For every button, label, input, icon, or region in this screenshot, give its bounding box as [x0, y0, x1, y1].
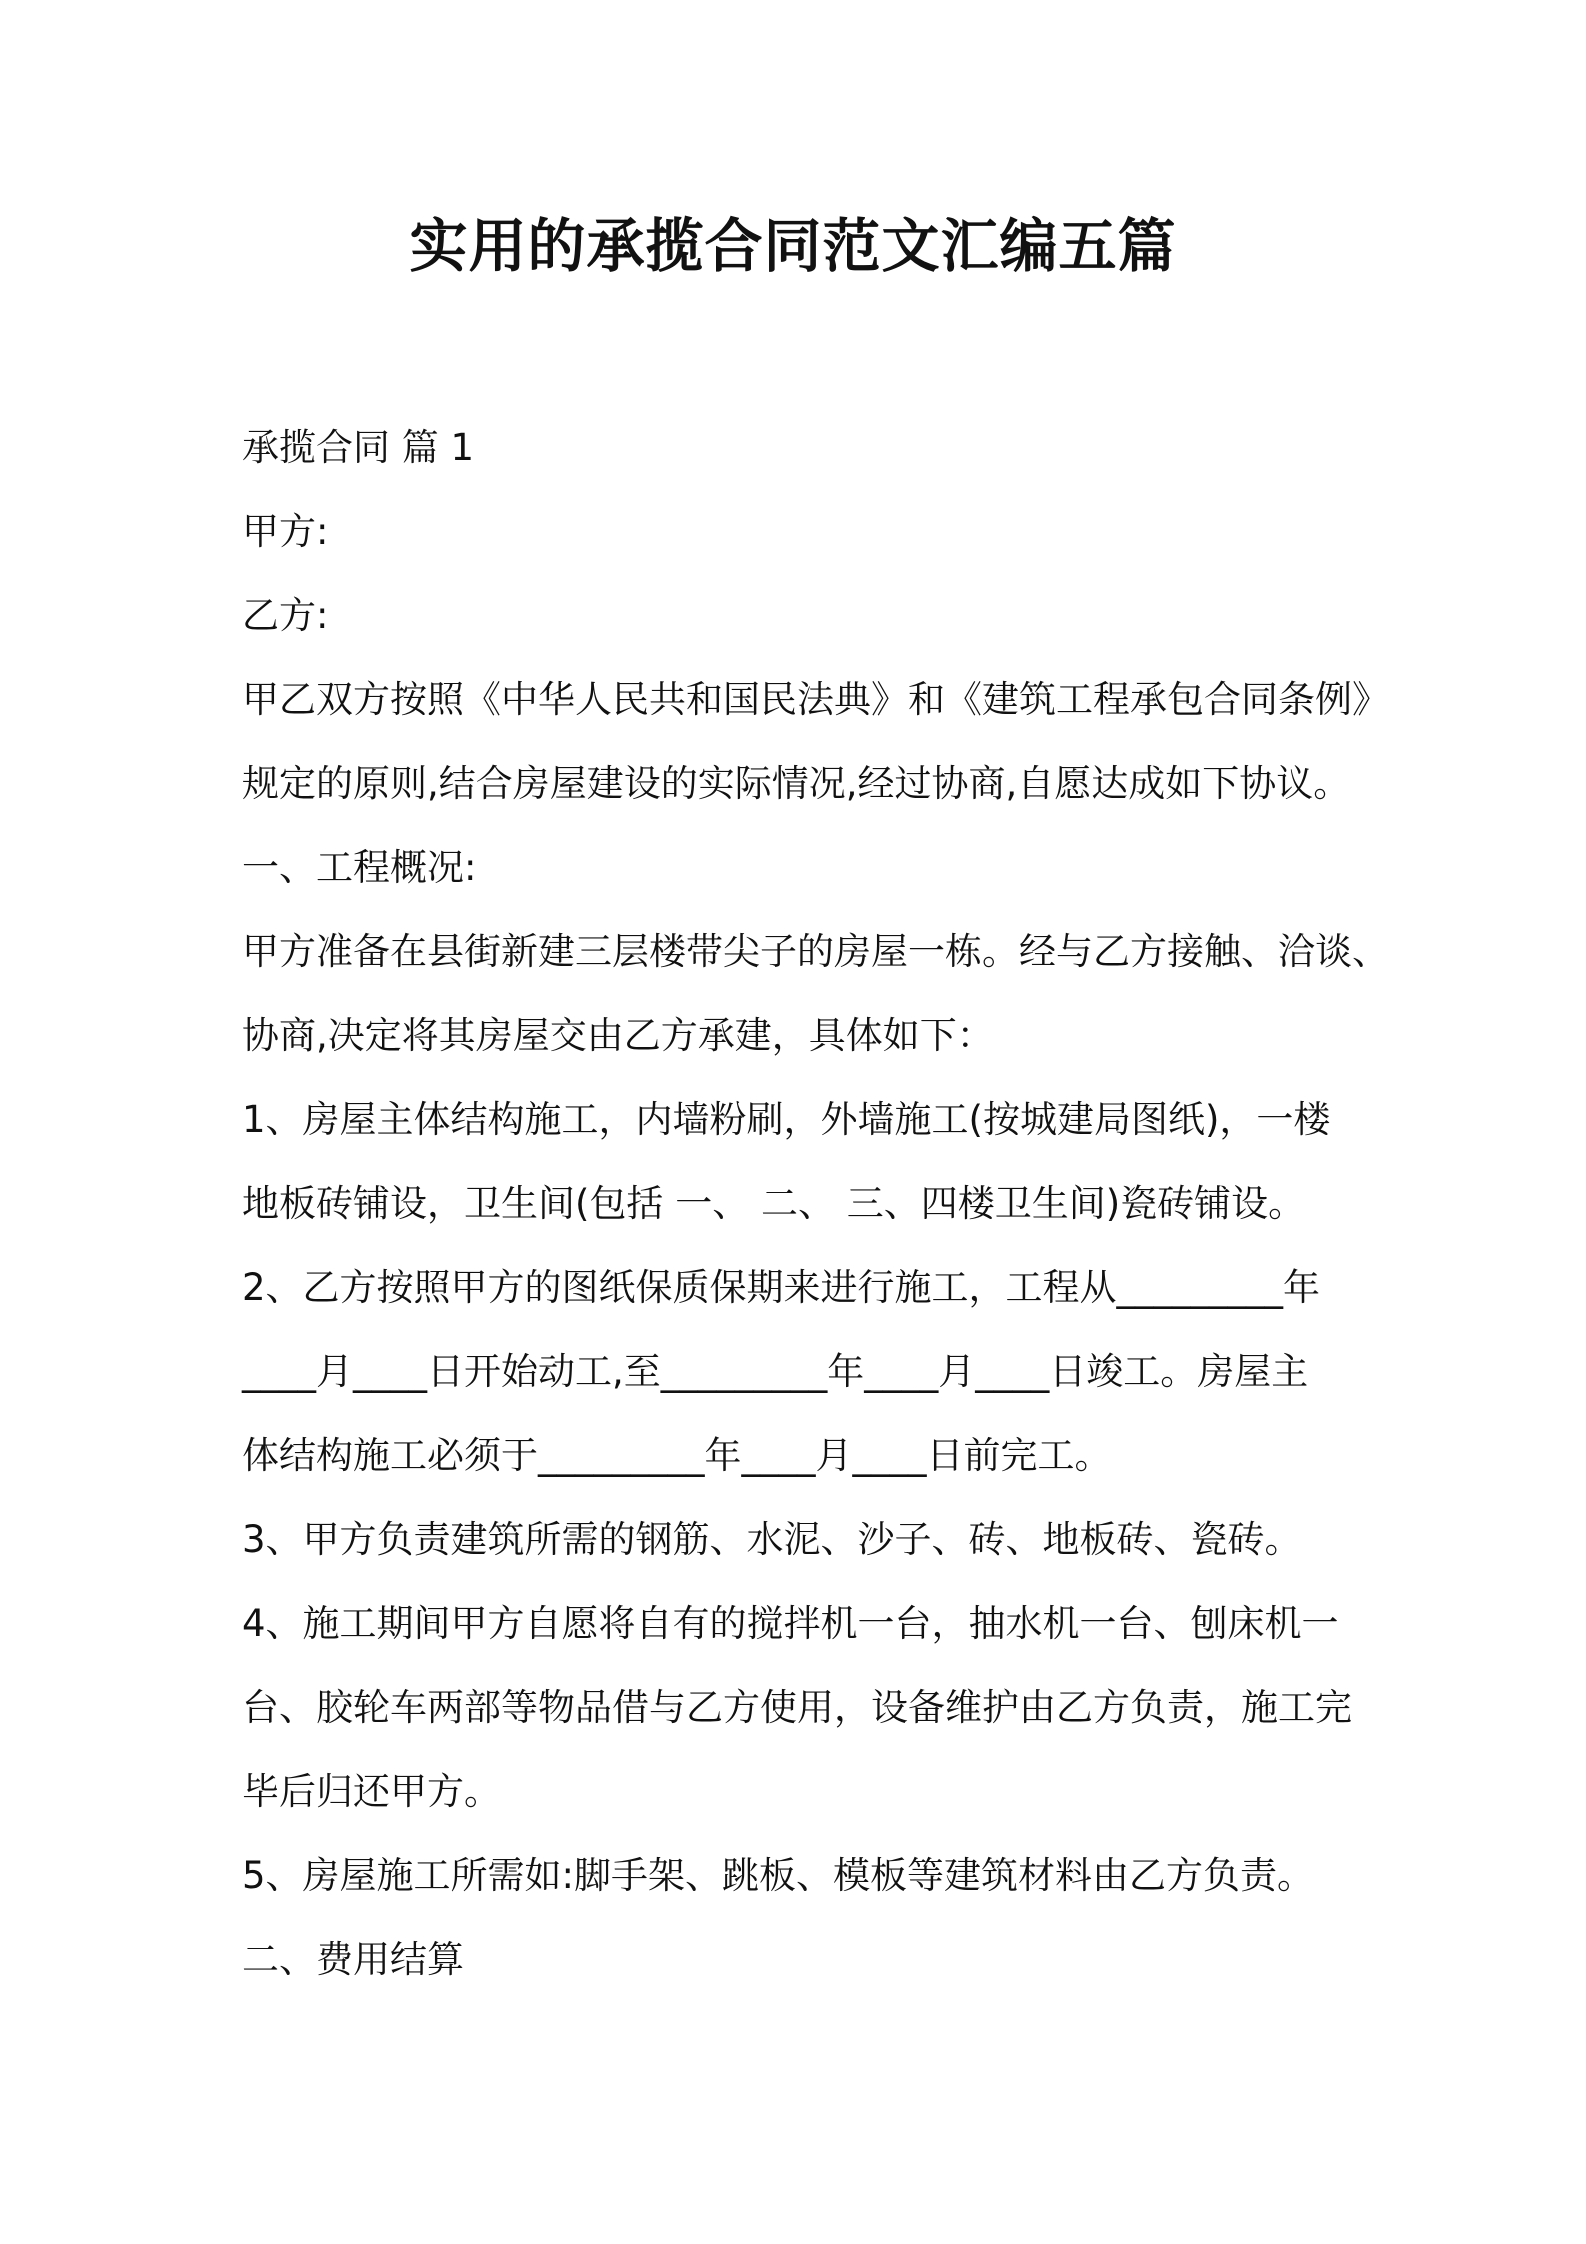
clause-2-line: 2、乙方按照甲方的图纸保质保期来进行施工，工程从_________年 — [242, 1266, 1321, 1309]
clause-3-line: 3、甲方负责建筑所需的钢筋、水泥、沙子、砖、地板砖、瓷砖。 — [242, 1518, 1302, 1561]
clause-2-line: 体结构施工必须于_________年____月____日前完工。 — [242, 1434, 1112, 1477]
document-body — [242, 406, 1389, 2002]
party-b-line: 乙方: — [242, 594, 329, 637]
paragraph-line: 甲乙双方按照《中华人民共和国民法典》和《建筑工程承包合同条例》 — [242, 678, 1389, 721]
paragraph-line: 规定的原则,结合房屋建设的实际情况,经过协商,自愿达成如下协议。 — [242, 762, 1351, 805]
section-heading-fee-settlement: 二、费用结算 — [242, 1938, 464, 1981]
clause-4-line: 台、胶轮车两部等物品借与乙方使用，设备维护由乙方负责，施工完 — [242, 1686, 1352, 1729]
document-title: 实用的承揽合同范文汇编五篇 — [409, 212, 1177, 280]
paragraph-line: 甲方准备在县街新建三层楼带尖子的房屋一栋。经与乙方接触、洽谈、 — [242, 930, 1389, 973]
party-a-line: 甲方: — [242, 510, 329, 553]
clause-5-line: 5、房屋施工所需如:脚手架、跳板、模板等建筑材料由乙方负责。 — [242, 1854, 1315, 1897]
paragraph-line: 协商,决定将其房屋交由乙方承建，具体如下： — [242, 1014, 994, 1057]
clause-2-line: ____月____日开始动工,至_________年____月____日竣工。房屋主 — [242, 1350, 1309, 1393]
clause-1-line: 地板砖铺设，卫生间(包括 一、 二、 三、四楼卫生间)瓷砖铺设。 — [242, 1182, 1306, 1225]
clause-4-line: 4、施工期间甲方自愿将自有的搅拌机一台，抽水机一台、刨床机一 — [242, 1602, 1339, 1645]
section-heading-project-overview: 一、工程概况: — [242, 846, 477, 889]
clause-4-line: 毕后归还甲方。 — [242, 1770, 501, 1813]
section-heading-contract-1: 承揽合同 篇 1 — [242, 426, 475, 469]
clause-1-line: 1、房屋主体结构施工，内墙粉刷，外墙施工(按城建局图纸)，一楼 — [242, 1098, 1331, 1141]
